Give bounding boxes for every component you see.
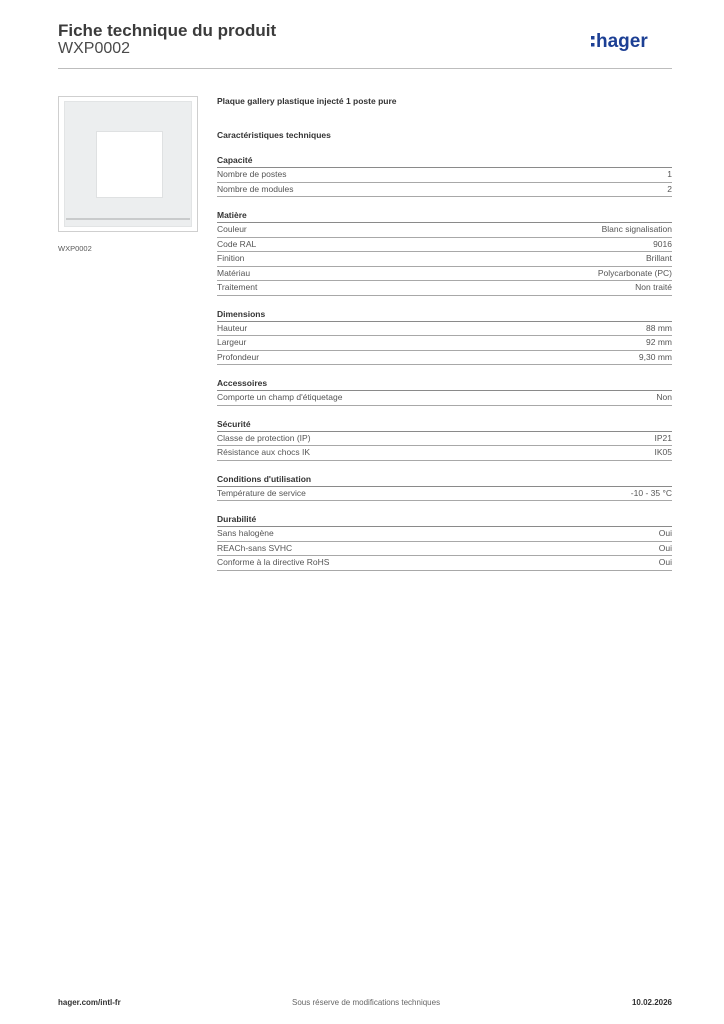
spec-row [217,183,672,198]
spec-row [217,168,672,183]
spec-value: 9016 [653,238,672,249]
spec-heading: Caractéristiques techniques [217,130,331,140]
footer-website: hager.com/intl-fr [58,998,121,1007]
section-title: Dimensions [217,308,672,322]
hager-logo-text: hager [596,31,648,52]
spec-section [217,418,672,461]
spec-label: Couleur [217,224,247,234]
spec-value: Oui [658,557,672,567]
spec-value: IK05 [654,447,672,457]
plate-bottom-strip [66,218,190,220]
spec-row [217,487,672,502]
spec-label: Nombre de modules [217,183,294,194]
hager-logo [590,28,676,54]
spec-section [217,513,672,571]
spec-value: Oui [658,528,672,538]
spec-row [217,542,672,557]
spec-row [217,238,672,253]
spec-sheet [217,96,672,571]
spec-label: Traitement [217,282,258,292]
spec-value: 9,30 mm [638,351,672,362]
spec-row [217,446,672,461]
spec-label: Code RAL [217,238,257,249]
spec-label: Matériau [217,267,251,278]
spec-section [217,473,672,502]
spec-value: IP21 [654,432,672,443]
section-title: Matière [217,209,672,223]
spec-value: Brillant [646,253,672,263]
spec-value: 92 mm [646,337,672,347]
footer-disclaimer: Sous réserve de modifications techniques [292,998,441,1007]
spec-row [217,336,672,351]
spec-row [217,527,672,542]
footer-date: 10.02.2026 [631,998,672,1007]
spec-value: 88 mm [646,322,672,333]
spec-section [217,377,672,406]
spec-label: Conforme à la directive RoHS [217,557,330,567]
spec-value: Non [656,392,672,402]
spec-row [217,351,672,366]
page-title: Fiche technique du produit [58,21,277,40]
plate-opening [96,131,163,198]
spec-row [217,281,672,296]
spec-value: 2 [667,183,672,194]
product-reference: WXP0002 [58,40,131,57]
spec-value: Polycarbonate (PC) [597,267,672,278]
spec-value: Oui [658,542,672,553]
spec-section [217,154,672,197]
spec-row [217,432,672,447]
spec-label: Nombre de postes [217,169,287,179]
spec-value: Blanc signalisation [601,224,672,234]
spec-row [217,267,672,282]
spec-label: Résistance aux chocs IK [217,447,311,457]
product-image [58,96,198,232]
section-title: Durabilité [217,513,672,527]
section-title: Accessoires [217,377,672,391]
spec-row [217,223,672,238]
product-name: Plaque gallery plastique injecté 1 poste pure [217,96,397,106]
spec-row [217,391,672,406]
spec-value: Non traité [635,282,672,292]
cover-plate-illustration [64,101,192,227]
spec-label: Profondeur [217,351,260,362]
spec-label: Largeur [217,337,247,347]
spec-section [217,308,672,366]
spec-label: Sans halogène [217,528,274,538]
spec-label: Température de service [217,487,306,498]
section-title: Conditions d'utilisation [217,473,672,487]
header-divider [58,68,672,69]
spec-row [217,322,672,337]
spec-label: Classe de protection (IP) [217,432,311,443]
spec-label: Comporte un champ d'étiquetage [217,392,343,402]
spec-section [217,209,672,296]
spec-label: Hauteur [217,322,248,333]
section-title: Capacité [217,154,672,168]
spec-row [217,556,672,571]
spec-value: -10 - 35 °C [630,487,672,498]
spec-value: 1 [667,169,672,179]
image-caption: WXP0002 [58,244,92,253]
section-title: Sécurité [217,418,672,432]
spec-label: REACh-sans SVHC [217,542,293,553]
spec-label: Finition [217,253,245,263]
spec-sections [217,154,672,571]
spec-row [217,252,672,267]
